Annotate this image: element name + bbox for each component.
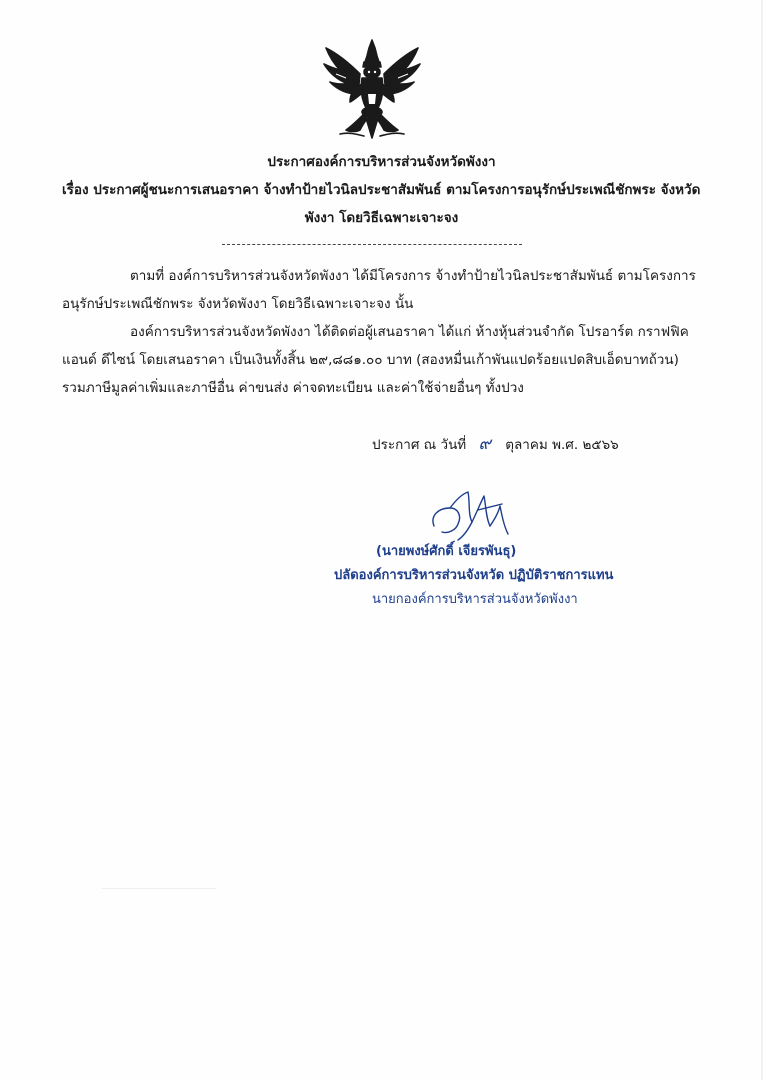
date-day-handwritten: ๙ xyxy=(478,434,491,454)
subject-line-2: พังงา โดยวิธีเฉพาะเจาะจง xyxy=(304,210,459,226)
paragraph-1-line-2: อนุรักษ์ประเพณีชักพระ จังหวัดพังงา โดยวิธีเฉพาะเจาะจง นั้น xyxy=(62,296,414,312)
announcement-title: ประกาศองค์การบริหารส่วนจังหวัดพังงา xyxy=(267,154,496,170)
separator-line xyxy=(222,244,522,245)
signatory-name: (นายพงษ์ศักดิ์ เจียรพันธุ) xyxy=(376,544,517,559)
signature-scribble xyxy=(428,486,514,544)
date-prefix: ประกาศ ณ วันที่ xyxy=(372,437,467,453)
signatory-position-line-2: นายกองค์การบริหารส่วนจังหวัดพังงา xyxy=(372,592,578,607)
paragraph-2-line-1: องค์การบริหารส่วนจังหวัดพังงา ได้ติดต่อผู้เสนอราคา ได้แก่ ห้างหุ้นส่วนจำกัด โปรอาร์ต กราฟฟิค xyxy=(130,324,689,340)
paragraph-2-line-2: แอนด์ ดีไซน์ โดยเสนอราคา เป็นเงินทั้งสิ้น ๒๙,๘๘๑.๐๐ บาท (สองหมื่นเก้าพันแปดร้อยแปดสิบเอ็ดบาทถ้วน) xyxy=(62,352,679,368)
subject-line-1: เรื่อง ประกาศผู้ชนะการเสนอราคา จ้างทำป้ายไวนิลประชาสัมพันธ์ ตามโครงการอนุรักษ์ประเพณีชักพระ จังหวัด xyxy=(62,182,701,198)
paragraph-1-line-1: ตามที่ องค์การบริหารส่วนจังหวัดพังงา ได้มีโครงการ จ้างทำป้ายไวนิลประชาสัมพันธ์ ตามโครงการ xyxy=(130,268,696,284)
date-suffix: ตุลาคม พ.ศ. ๒๕๖๖ xyxy=(505,437,619,453)
paragraph-2-line-3: รวมภาษีมูลค่าเพิ่มและภาษีอื่น ค่าขนส่ง ค่าจดทะเบียน และค่าใช้จ่ายอื่นๆ ทั้งปวง xyxy=(62,380,524,396)
garuda-emblem-icon xyxy=(320,34,424,142)
announcement-date xyxy=(372,434,619,455)
signatory-position-line-1: ปลัดองค์การบริหารส่วนจังหวัด ปฏิบัติราชการแทน xyxy=(334,568,614,583)
faint-rule xyxy=(102,888,216,889)
